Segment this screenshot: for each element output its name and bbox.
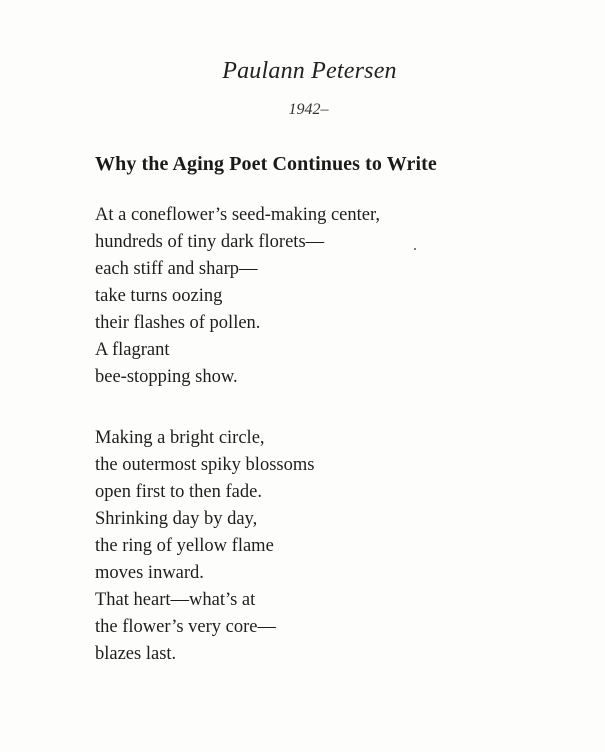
poem-title: Why the Aging Poet Continues to Write — [95, 153, 437, 175]
poem-line: moves inward. — [95, 563, 204, 583]
poem-line: That heart—what’s at — [95, 590, 256, 610]
poem-line: Shrinking day by day, — [95, 509, 258, 529]
stanza-2 — [95, 425, 314, 668]
poem-line: the flower’s very core— — [95, 617, 276, 637]
poem-line: each stiff and sharp— — [95, 259, 258, 279]
poem-line: the outermost spiky blossoms — [95, 455, 315, 475]
poem-author: Paulann Petersen — [222, 58, 397, 84]
poem-line: open first to then fade. — [95, 482, 262, 502]
poem-line: the ring of yellow flame — [95, 536, 274, 556]
author-years: 1942– — [288, 101, 329, 118]
poem-line: bee-stopping show. — [95, 367, 238, 387]
stanza-1 — [95, 202, 380, 391]
poem-line: At a coneflower’s seed-making center, — [95, 205, 381, 225]
poem-line: blazes last. — [95, 644, 177, 664]
poem-line: Making a bright circle, — [95, 428, 265, 448]
print-speck — [414, 248, 416, 250]
poem-line: hundreds of tiny dark florets— — [95, 232, 325, 252]
poem-line: their flashes of pollen. — [95, 313, 261, 333]
poem-line: A flagrant — [95, 340, 170, 360]
poem-line: take turns oozing — [95, 286, 223, 306]
